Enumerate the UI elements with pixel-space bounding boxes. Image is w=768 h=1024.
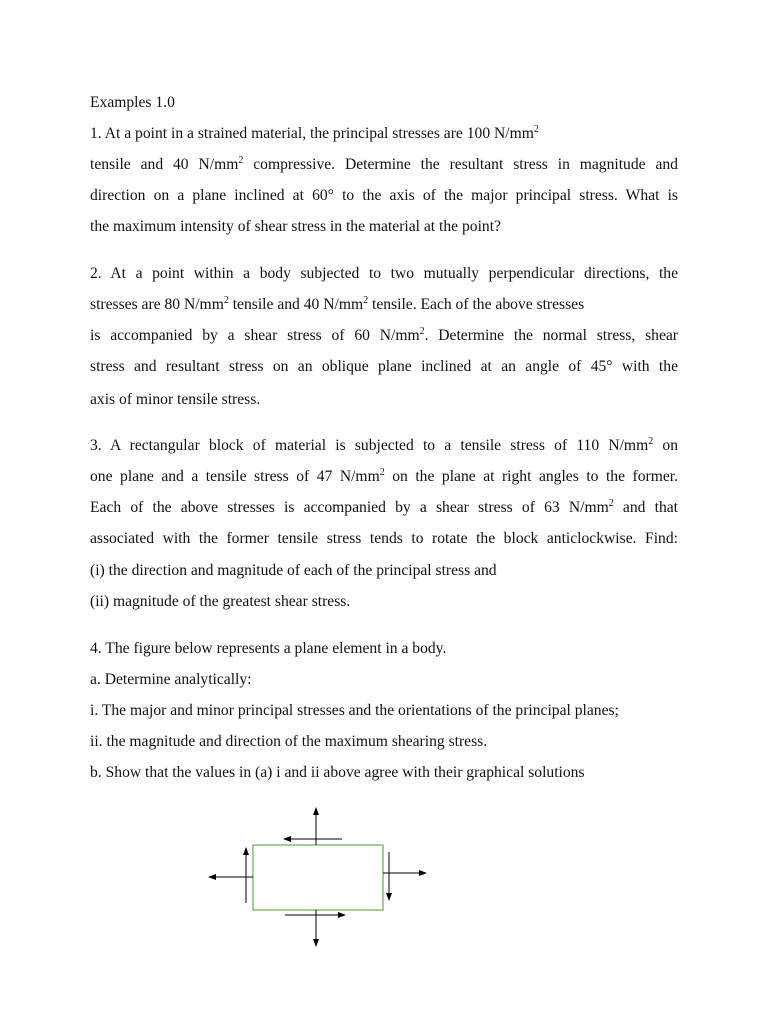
q4-line-5: b. Show that the values in (a) i and ii above agree with their graphical solutions (90, 764, 585, 781)
plane-element-rect (253, 845, 383, 910)
q3-line-4: associated with the former tensile stress tends to rotate the block anticlockwise. Find: (90, 530, 678, 547)
q2-line-5: axis of minor tensile stress. (90, 391, 261, 408)
q1-line-1: 1. At a point in a strained material, the principal stresses are 100 $N/mm^2$ (90, 124, 539, 142)
q1-line-4: the maximum intensity of shear stress in the material at the point? (90, 218, 501, 235)
q1-line-3: direction on a plane inclined at 60° to the axis of the major principal stress. What is (90, 187, 678, 204)
q4-line-2: a. Determine analytically: (90, 671, 252, 688)
q3-line-2: one plane and a tensile stress of 47 $N/mm^2$ on the plane at right angles to the former. (90, 467, 679, 485)
q2-line-3: is accompanied by a shear stress of 60 $N/mm^2$. Determine the normal stress, shear (90, 326, 678, 344)
q3-line-3: Each of the above stresses is accompanied by a shear stress of 63 $N/mm^2$ and that (90, 498, 678, 516)
q2-line-4: stress and resultant stress on an oblique plane inclined at an angle of 45° with the (90, 358, 678, 375)
q1-line-2: tensile and 40 $N/mm^2$ compressive. Determine the resultant stress in magnitude and (90, 155, 678, 173)
q2-line-1: 2. At a point within a body subjected to two mutually perpendicular directions, the (90, 265, 678, 282)
q3-line-5: (i) the direction and magnitude of each of the principal stress and (90, 562, 497, 579)
q3-line-6: (ii) magnitude of the greatest shear stress. (90, 593, 351, 610)
q2-line-2: stresses are 80 $N/mm^2$ tensile and 40 $N/mm^2$ tensile. Each of the above stresses (90, 295, 585, 313)
q4-line-4: ii. the magnitude and direction of the maximum shearing stress. (90, 733, 488, 750)
q3-line-1: 3. A rectangular block of material is subjected to a tensile stress of 110 $N/mm^2$ on (90, 436, 678, 454)
q4-line-1: 4. The figure below represents a plane element in a body. (90, 640, 447, 657)
section-heading: Examples 1.0 (90, 94, 175, 111)
q4-line-3: i. The major and minor principal stresses and the orientations of the principal planes; (90, 702, 619, 719)
